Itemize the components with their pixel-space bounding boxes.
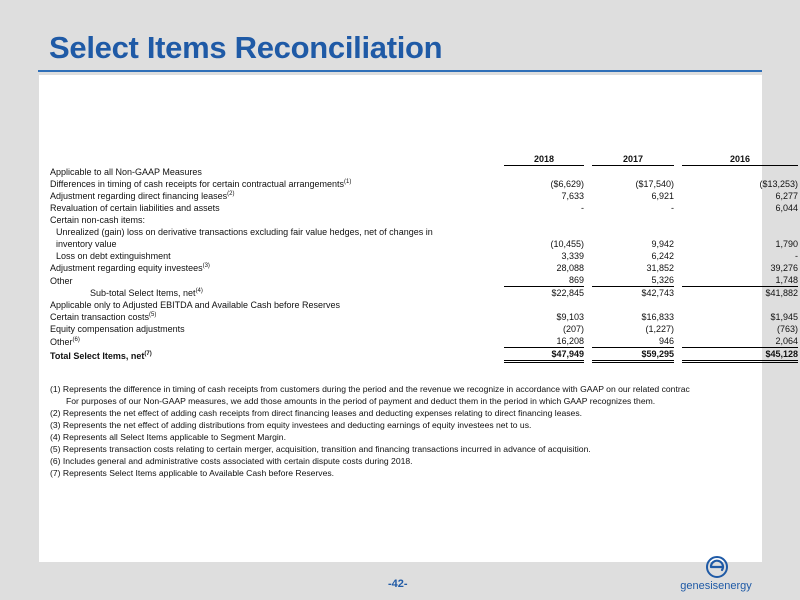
table-row xyxy=(50,262,798,274)
cell-2018: (207) xyxy=(562,324,584,334)
table-row xyxy=(50,274,798,287)
cell-2016: (763) xyxy=(776,324,798,334)
cell-2016: 6,044 xyxy=(775,203,798,213)
table-row xyxy=(50,250,798,262)
subtotal-row xyxy=(50,287,798,300)
page-title: Select Items Reconciliation xyxy=(49,30,443,65)
genesis-e-logo-icon xyxy=(706,556,728,578)
cell-2016: 6,277 xyxy=(775,191,798,201)
column-header-2018: 2018 xyxy=(504,153,584,166)
footnote-3: (3) Represents the net effect of adding distributions from equity investees and deducting earnings of equity investees net to us. xyxy=(50,420,532,430)
cell-2018: 3,339 xyxy=(561,251,584,261)
title-divider xyxy=(38,70,762,72)
row-label: Other xyxy=(50,275,73,286)
cell-2017: 9,942 xyxy=(651,239,674,249)
table-row xyxy=(50,299,798,311)
cell-2018: ($6,629) xyxy=(550,179,584,189)
page-number: -42- xyxy=(388,578,408,590)
cell-2016: 39,276 xyxy=(770,263,798,273)
cell-2018: $22,845 xyxy=(504,287,584,300)
row-label: Adjustment regarding direct financing leases$^{(2)}$ xyxy=(50,191,235,201)
cell-2017: 31,852 xyxy=(646,263,674,273)
cell-2018: 28,088 xyxy=(556,263,584,273)
row-label: Total Select Items, net$^{(7)}$ xyxy=(50,350,152,361)
cell-2016: 1,790 xyxy=(775,239,798,249)
cell-2018: (10,455) xyxy=(550,239,584,249)
table-row xyxy=(50,214,798,226)
cell-2018: $9,103 xyxy=(556,312,584,322)
cell-2017: ($17,540) xyxy=(635,179,674,189)
footnote-1-continued: For purposes of our Non-GAAP measures, we add those amounts in the period of payment and deduct them in the period in which GAAP recognizes them. xyxy=(66,396,656,406)
cell-2017: $59,295 xyxy=(592,348,674,362)
column-header-2017: 2017 xyxy=(592,153,674,166)
cell-2017: (1,227) xyxy=(645,324,674,334)
cell-2016: 1,748 xyxy=(775,275,798,285)
footnote-5: (5) Represents transaction costs relating to certain merger, acquisition, transition and financing transactions incurred in advance of acquisition. xyxy=(50,444,591,454)
row-label: Adjustment regarding equity investees$^{(3)}$ xyxy=(50,263,210,273)
cell-2017: $16,833 xyxy=(641,312,674,322)
cell-2016: - xyxy=(795,251,798,261)
row-label: inventory value xyxy=(56,239,117,249)
row-label: Certain non-cash items: xyxy=(50,215,146,225)
row-label: Sub-total Select Items, net$^{(4)}$ xyxy=(90,288,203,298)
row-label: Equity compensation adjustments xyxy=(50,324,185,334)
cell-2018: - xyxy=(581,203,584,213)
cell-2017: 946 xyxy=(658,336,674,346)
cell-2018: 16,208 xyxy=(556,336,584,346)
footnote-6: (6) Includes general and administrative costs associated with certain dispute costs during 2018. xyxy=(50,456,413,466)
row-label: Revaluation of certain liabilities and assets xyxy=(50,203,220,213)
cell-2017: - xyxy=(671,203,674,213)
row-label: Other$^{(6)}$ xyxy=(50,336,80,347)
table-row xyxy=(50,311,798,323)
cell-2018: $47,949 xyxy=(504,348,584,362)
footnotes xyxy=(50,383,690,479)
row-label: Applicable only to Adjusted EBITDA and Available Cash before Reserves xyxy=(50,300,341,310)
cell-2018: 7,633 xyxy=(561,191,584,201)
row-label: Certain transaction costs$^{(5)}$ xyxy=(50,312,157,322)
table-row xyxy=(50,226,798,238)
row-label: Unrealized (gain) loss on derivative transactions excluding fair value hedges, net of changes in xyxy=(56,227,433,237)
table-row xyxy=(50,190,798,202)
cell-2016: $41,882 xyxy=(682,287,798,300)
footnote-1: (1) Represents the difference in timing of cash receipts from customers during the period and the revenue we recognize in accordance with GAAP on our related contrac xyxy=(50,384,690,394)
cell-2017: $42,743 xyxy=(592,287,674,300)
logo-text: genesisenergy xyxy=(680,580,752,592)
footnote-2: (2) Represents the net effect of adding cash receipts from direct financing leases and deducting expenses relating to direct financing leases. xyxy=(50,408,583,418)
cell-2016: $45,128 xyxy=(682,348,798,362)
column-header-2016: 2016 xyxy=(682,153,798,166)
cell-2016: 2,064 xyxy=(775,336,798,346)
footnote-4: (4) Represents all Select Items applicable to Segment Margin. xyxy=(50,432,286,442)
row-label: Differences in timing of cash receipts for certain contractual arrangements$^{(1)}$ xyxy=(50,179,352,189)
cell-2017: 6,921 xyxy=(651,191,674,201)
cell-2016: $1,945 xyxy=(770,312,798,322)
row-label: Applicable to all Non-GAAP Measures xyxy=(50,167,202,177)
table-row xyxy=(50,178,798,190)
cell-2018: 869 xyxy=(568,275,584,285)
company-logo xyxy=(676,556,756,596)
cell-2017: 5,326 xyxy=(651,275,674,285)
table-row xyxy=(50,238,798,250)
reconciliation-table xyxy=(50,153,798,363)
total-row xyxy=(50,348,798,362)
row-label: Loss on debt extinguishment xyxy=(56,251,171,261)
table-row xyxy=(50,323,798,335)
cell-2016: ($13,253) xyxy=(759,179,798,189)
cell-2017: 6,242 xyxy=(651,251,674,261)
table-row xyxy=(50,335,798,348)
table-row xyxy=(50,202,798,214)
footnote-7: (7) Represents Select Items applicable to Available Cash before Reserves. xyxy=(50,468,335,478)
table-row xyxy=(50,166,798,179)
